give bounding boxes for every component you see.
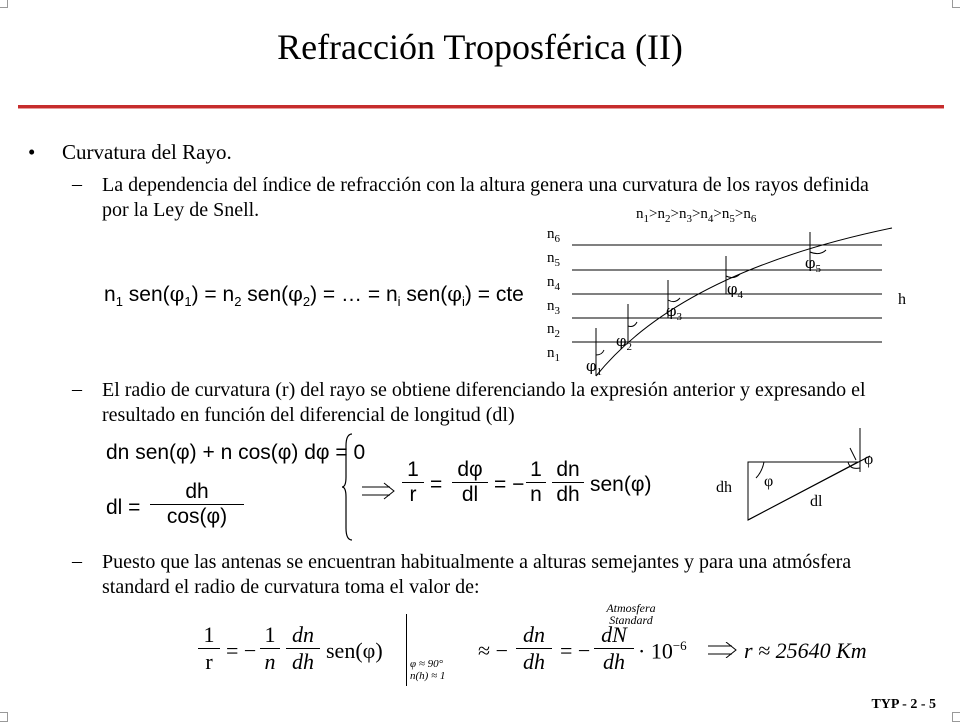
dash-1: –: [72, 173, 82, 195]
angle-label-phi3: $\varphi_3$: [666, 302, 683, 323]
angle-label-phi2: $\varphi_2$: [616, 332, 633, 353]
corner-marker-top-right: [952, 0, 960, 8]
layer-label-n5: $n_5$: [547, 250, 560, 269]
evaluation-bar: [406, 614, 407, 686]
paragraph-standard-atmosphere: Puesto que las antenas se encuentran habitualmente a alturas semejantes y para una atmósfera standard el radio de curvatura toma el valor de:: [102, 551, 852, 598]
implies-arrow-1: [362, 482, 396, 500]
layer-label-n2: $n_2$: [547, 321, 560, 340]
layer-label-n4: $n_4$: [547, 274, 560, 293]
dl-denominator: cos(φ): [166, 505, 228, 528]
title-rule-shadow: [18, 108, 944, 109]
slide-footer: TYP - 2 - 5: [871, 697, 936, 712]
dl-numerator: dh: [185, 480, 209, 503]
angle-arc-1: [596, 350, 604, 355]
angle-label-phi4: $\varphi_4$: [727, 280, 744, 301]
dash-2: –: [72, 378, 82, 400]
layer-label-n6: $n_6$: [547, 226, 560, 245]
slide-title: Refracción Troposférica (II): [277, 27, 683, 67]
label-phi-outer: φ: [864, 451, 874, 468]
layer-label-n1: $n_1$: [547, 345, 560, 364]
standard-atmosphere-note: Atmosfera Standard: [606, 601, 656, 627]
equation-curvature: 1 r = dφ dl = − 1 n dn dh sen(φ): [402, 458, 602, 518]
corner-marker-bottom-right: [952, 712, 960, 722]
curved-ray: [596, 228, 892, 376]
equation-differential: dn sen(φ) + n cos(φ) dφ = 0: [106, 441, 366, 464]
paragraph-curvature: El radio de curvatura (r) del rayo se obtiene diferenciando la expresión anterior y expresando el resultado en función del diferencial de longitud (dl): [102, 379, 866, 426]
height-label: h: [898, 291, 906, 308]
dash-3: –: [72, 550, 82, 572]
angle-arc-2: [628, 322, 637, 327]
paragraph-snell: La dependencia del índice de refracción con la altura genera una curvatura de los rayos definida por la Ley de Snell.: [102, 174, 869, 221]
equation-final: 1 r = − 1 n dn dh sen(φ) φ ≈ 90° n(h) ≈ 1 ≈ − dn dh = − dN dh · $10^{-6}$ Atmosfera Standard r ≈ 25640 Km: [198, 608, 818, 694]
layer-label-n3: $n_3$: [547, 298, 560, 317]
implies-arrow-2: [708, 642, 738, 658]
triangle-outer-arc: [848, 462, 860, 468]
label-dh: dh: [716, 479, 732, 496]
label-dl: dl: [810, 493, 823, 510]
label-phi-inner: φ: [764, 473, 774, 490]
equation-snell: $n_1$ $sen(\varphi_1) = n_2$ $sen(\varphi_2)$ = … = $n_i$ $sen(\varphi_i)$ = cte: [104, 282, 524, 310]
corner-marker-top-left: [0, 0, 8, 8]
triangle-inner-arc: [756, 462, 764, 478]
triangle-arrow: [850, 448, 856, 460]
bullet-mark: •: [28, 140, 36, 164]
system-brace: [342, 432, 358, 542]
corner-marker-bottom-left: [0, 712, 8, 722]
triangle-diagram: [700, 420, 900, 530]
bullet-curvatura: Curvatura del Rayo.: [62, 140, 232, 164]
refraction-layer-diagram: [530, 200, 930, 380]
angle-label-phi1: $\varphi_1$: [586, 357, 603, 378]
index-order-label: $n_1>n_2>n_3>n_4>n_5>n_6$: [636, 206, 757, 225]
result-radius: r ≈ 25640 Km: [744, 638, 867, 663]
angle-label-phi5: $\varphi_5$: [805, 254, 822, 275]
